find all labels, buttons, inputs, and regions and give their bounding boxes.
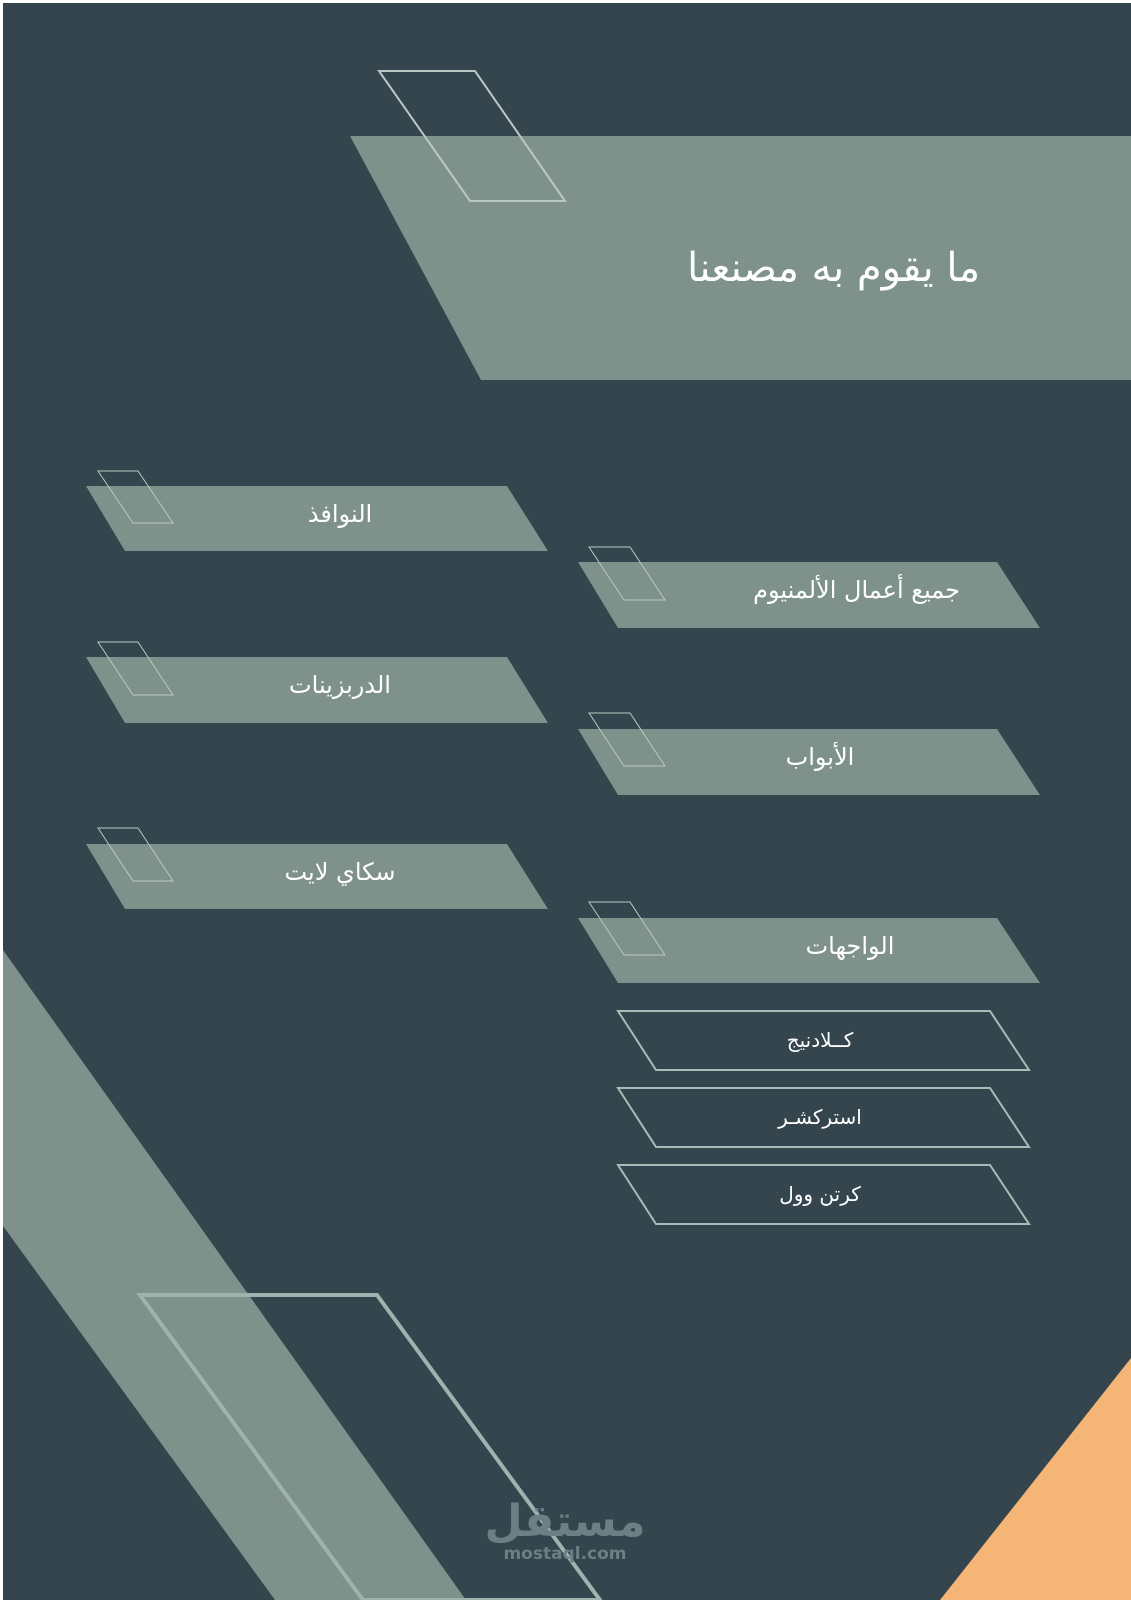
orange-accent xyxy=(940,1358,1131,1600)
page-title: ما يقوم به مصنعنا xyxy=(687,245,980,291)
item-facades: الواجهات xyxy=(805,932,895,960)
item-railings: الدربزينات xyxy=(289,671,391,699)
watermark-arabic: مستقل xyxy=(484,1496,646,1547)
item-skylight: سكاي لايت xyxy=(284,858,396,886)
subitem-cladding: كــلادنيج xyxy=(786,1028,854,1052)
item-aluminium-works: جميع أعمال الألمنيوم xyxy=(753,576,960,604)
watermark xyxy=(480,1496,650,1564)
diagonal-band xyxy=(3,950,466,1600)
item-doors: الأبواب xyxy=(785,743,855,771)
item-windows: النوافذ xyxy=(307,500,373,528)
subitem-structure: استركشـر xyxy=(778,1105,862,1129)
watermark-domain: mostaql.com xyxy=(503,1544,627,1564)
subitem-curtain-wall: كرتن وول xyxy=(779,1182,861,1206)
